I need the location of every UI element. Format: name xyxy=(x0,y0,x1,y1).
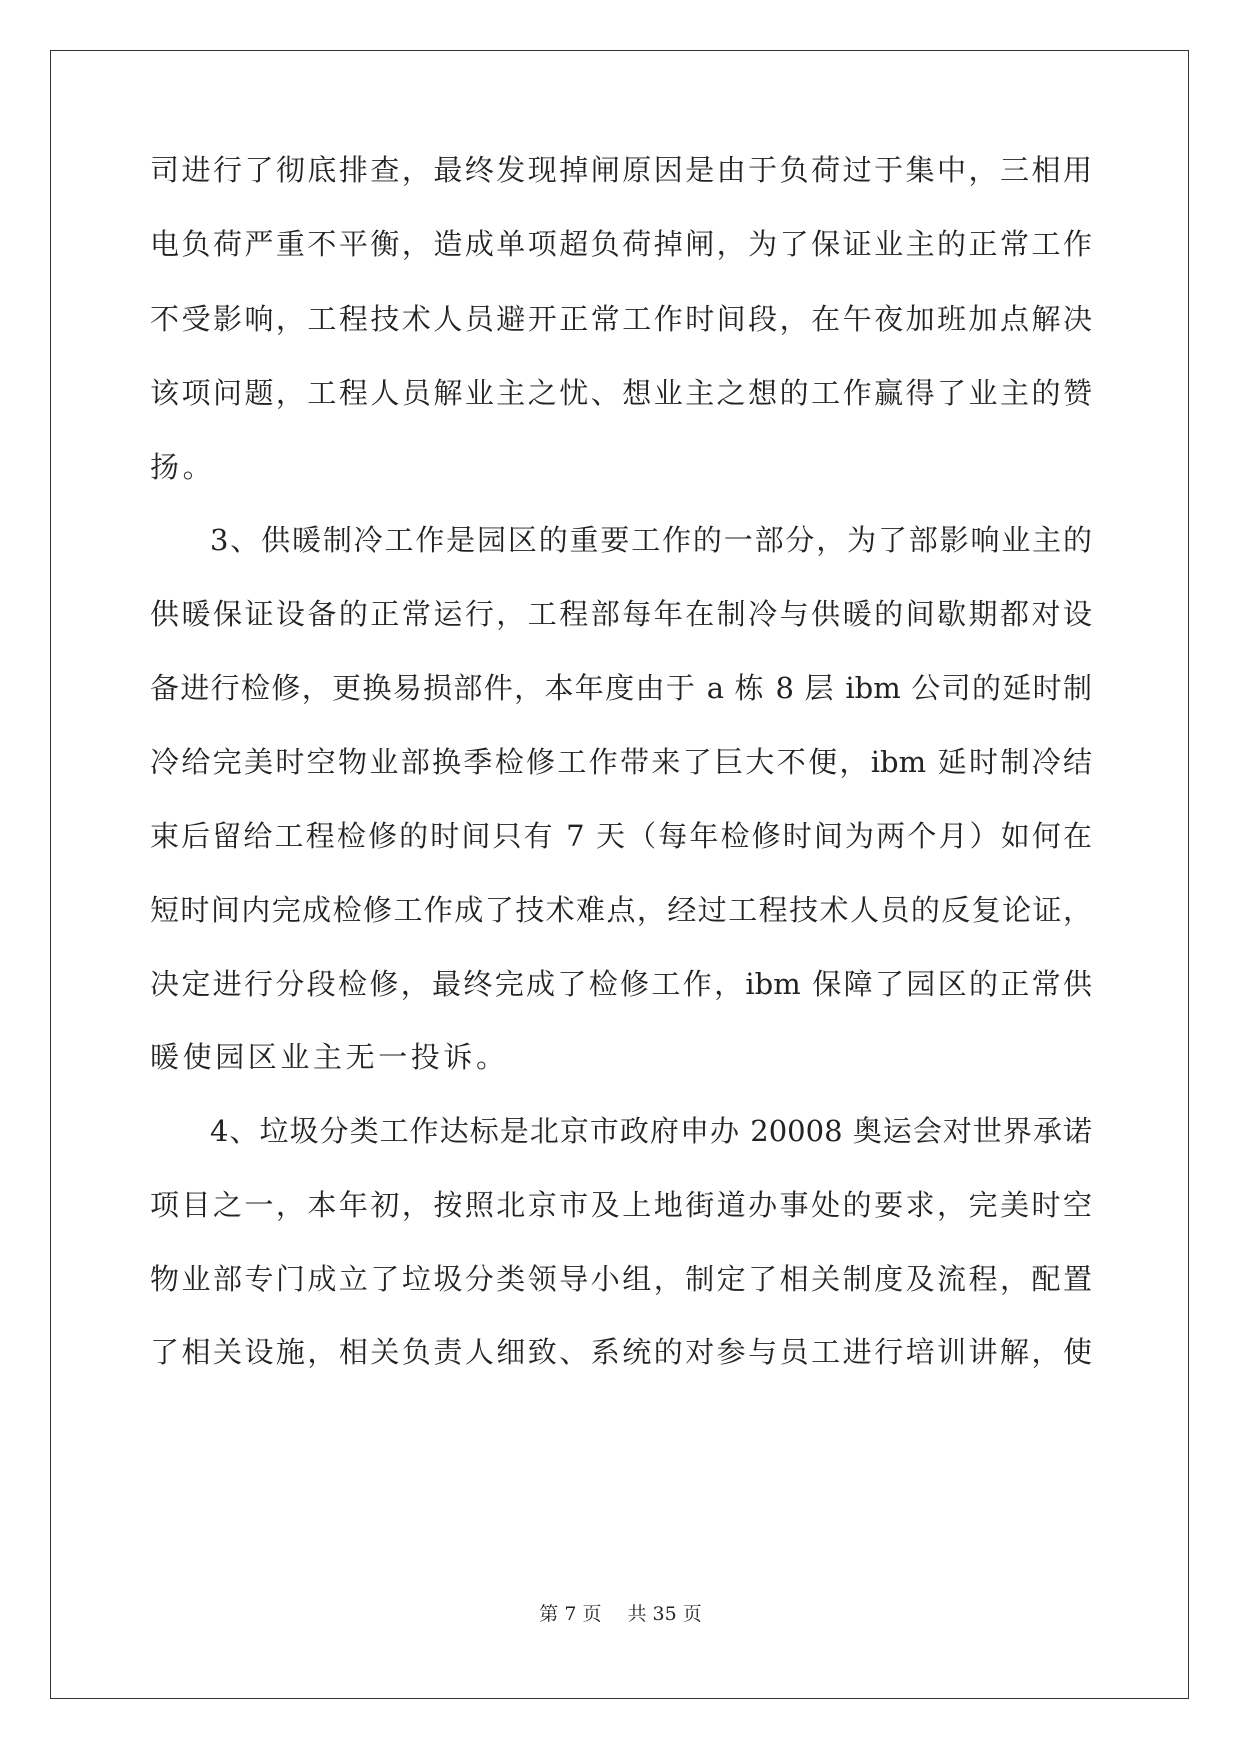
text-line: 暖使园区业主无一投诉。 xyxy=(150,1040,509,1074)
text-line: 决定进行分段检修，最终完成了检修工作，ibm 保障了园区的正常供 xyxy=(150,967,1092,1001)
text-line: 供暖保证设备的正常运行，工程部每年在制冷与供暖的间歇期都对设 xyxy=(150,597,1092,631)
paragraph-3-start: 3、供暖制冷工作是园区的重要工作的一部分，为了部影响业主的 xyxy=(210,523,1092,557)
text-line: 备进行检修，更换易损部件，本年度由于 a 栋 8 层 ibm 公司的延时制 xyxy=(150,671,1092,705)
text-line: 不受影响，工程技术人员避开正常工作时间段，在午夜加班加点解决 xyxy=(150,302,1092,336)
text-line: 了相关设施，相关负责人细致、系统的对参与员工进行培训讲解，使 xyxy=(150,1335,1092,1369)
text-line: 短时间内完成检修工作成了技术难点，经过工程技术人员的反复论证， xyxy=(150,893,1092,927)
text-line: 项目之一，本年初，按照北京市及上地街道办事处的要求，完美时空 xyxy=(150,1188,1092,1222)
text-line: 扬。 xyxy=(150,450,216,484)
text-line: 物业部专门成立了垃圾分类领导小组，制定了相关制度及流程，配置 xyxy=(150,1262,1092,1296)
text-line: 电负荷严重不平衡，造成单项超负荷掉闸，为了保证业主的正常工作 xyxy=(150,227,1092,261)
text-line: 司进行了彻底排查，最终发现掉闸原因是由于负荷过于集中，三相用 xyxy=(150,153,1092,187)
text-line: 该项问题，工程人员解业主之忧、想业主之想的工作赢得了业主的赞 xyxy=(150,376,1092,410)
text-line: 束后留给工程检修的时间只有 7 天（每年检修时间为两个月）如何在 xyxy=(150,819,1092,853)
page-number: 第 7 页 xyxy=(539,1603,602,1625)
page-footer xyxy=(0,1600,1241,1628)
page-total: 共 35 页 xyxy=(627,1603,702,1625)
text-line: 冷给完美时空物业部换季检修工作带来了巨大不便，ibm 延时制冷结 xyxy=(150,745,1092,779)
paragraph-4-start: 4、垃圾分类工作达标是北京市政府申办 20008 奥运会对世界承诺 xyxy=(210,1114,1092,1148)
